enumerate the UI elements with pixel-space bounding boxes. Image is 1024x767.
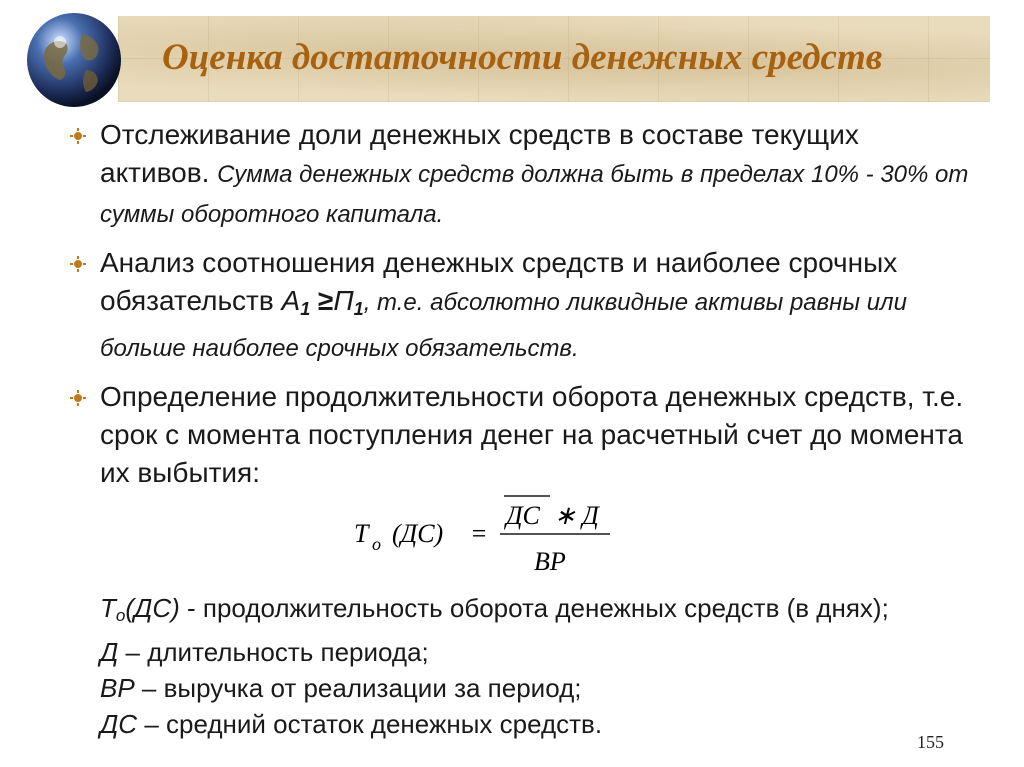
symbol-a: А [281,285,301,316]
formula-lhs-t: T [354,519,369,548]
definition-desc: – выручка от реализации за период; [134,673,582,703]
page-title: Оценка достаточности денежных средств [162,37,883,78]
bullet-main-text: Отслеживание доли денежных средств в составе текущих активов. [100,119,859,188]
formula-numerator-rest: ∗ Д [554,501,599,530]
definition-term: Т [100,593,116,623]
globe-icon [24,10,124,110]
definition-desc: – длительность периода; [118,637,429,667]
formula [354,490,624,580]
bullet-italic-text: Сумма денежных средств должна быть в пределах 10% - 30% от суммы оборотного капитала. [100,161,969,228]
formula-lhs-arg: (ДС) [392,519,444,548]
definition-term-subscript: о [115,606,126,625]
sun-bullet-icon [70,390,86,406]
definition-item [100,590,1000,634]
definition-term-rest: (ДС) [125,593,180,623]
bullet-main-text: Анализ соотношения денежных средств и наиболее срочных обязательств [100,247,898,316]
definition-term: ДС [100,709,138,739]
definition-desc: – средний остаток денежных средств. [137,709,603,739]
symbol-a-subscript: 1 [300,299,311,319]
formula-denominator: ВР [534,547,566,576]
definition-term: Д [100,637,119,667]
symbol-ge: ≥ [318,285,334,316]
page-number: 155 [917,732,944,752]
definition-item [100,634,1000,670]
bullet-italic-text: , т.е. абсолютно ликвидные активы равны или больше наиболее срочных обязательств. [100,289,907,362]
list-item [70,244,970,368]
definition-desc: - продолжительность оборота денежных средств (в днях); [179,593,889,623]
formula-numerator-bar: ДС [506,501,540,530]
symbol-p: П [333,285,354,316]
formula-lhs-subscript: o [372,534,381,554]
definition-item [100,670,1000,706]
sun-bullet-icon [70,128,86,144]
list-item [70,116,970,234]
definitions [100,590,1000,742]
definition-item [100,706,1000,742]
bullet-list [70,116,970,502]
bullet-main-text: Определение продолжительности оборота денежных средств, т.е. срок с момента поступления денег на расчетный счет до момента их выбытия: [100,381,964,488]
formula-equals: = [470,519,488,548]
list-item [70,378,970,492]
symbol-p-subscript: 1 [353,299,364,319]
definition-term: ВР [100,673,135,703]
sun-bullet-icon [70,256,86,272]
